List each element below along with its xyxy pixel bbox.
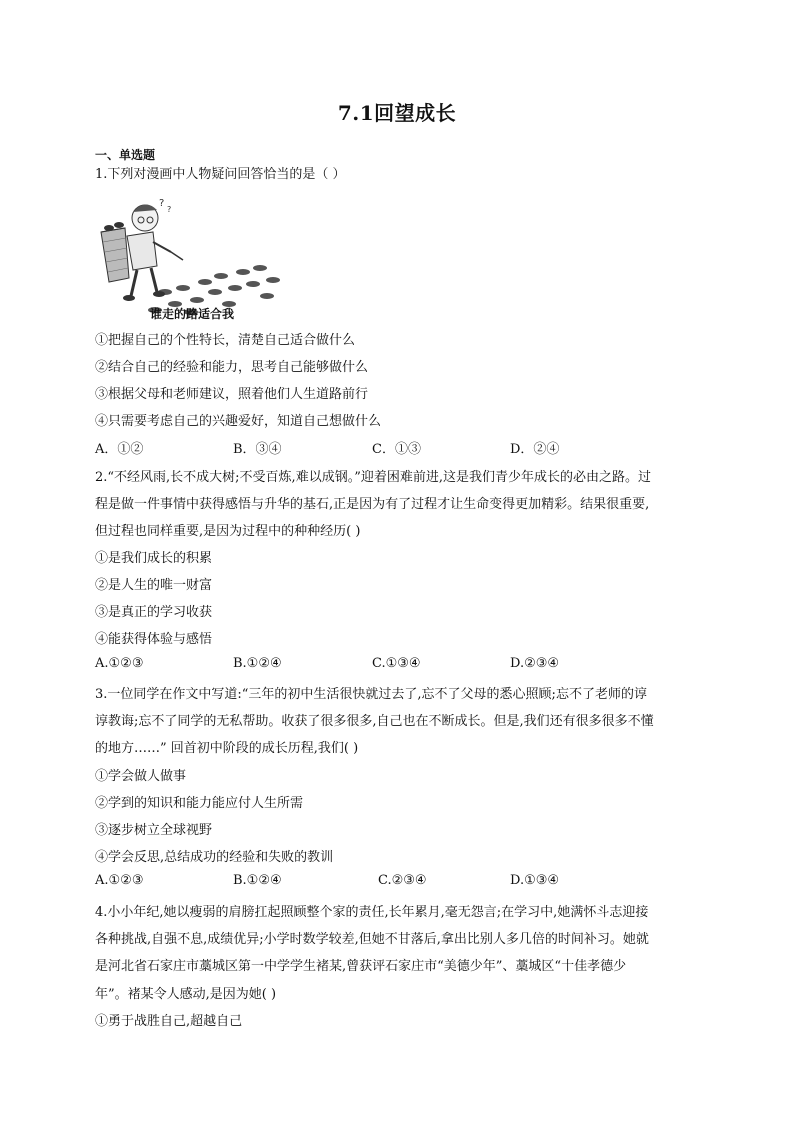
q2-item: ①是我们成长的积累 bbox=[95, 551, 213, 566]
q3-option-b: B.①②④ bbox=[233, 873, 282, 888]
q2-item: ②是人生的唯一财富 bbox=[95, 578, 213, 593]
q2-stem-line: 但过程也同样重要,是因为过程中的种种经历( ) bbox=[95, 524, 361, 539]
q3-option-c: C.②③④ bbox=[378, 873, 427, 888]
q4-item: ①勇于战胜自己,超越自己 bbox=[95, 1014, 243, 1029]
q1-item: ④只需要考虑自己的兴趣爱好，知道自己想做什么 bbox=[95, 414, 382, 429]
q2-stem-line: 2.“不经风雨,长不成大树;不受百炼,难以成钢。”迎着困难前进,这是我们青少年成长的必由之路。过 bbox=[95, 470, 651, 485]
q3-item: ①学会做人做事 bbox=[95, 769, 187, 784]
page-title: 7.1回望成长 bbox=[337, 101, 457, 125]
q2-stem-line: 程是做一件事情中获得感悟与升华的基石,正是因为有了过程才让生命变得更加精彩。结果很重要, bbox=[95, 497, 650, 512]
q1-item: ②结合自己的经验和能力，思考自己能够做什么 bbox=[95, 360, 369, 375]
q3-item: ②学到的知识和能力能应付人生所需 bbox=[95, 796, 304, 811]
cartoon-caption: 谁走的路适合我 bbox=[150, 307, 235, 321]
q3-stem-line: 谆教诲;忘不了同学的无私帮助。收获了很多很多,自己也在不断成长。但是,我们还有很多很多不懂 bbox=[95, 714, 654, 729]
q1-item: ①把握自己的个性特长，清楚自己适合做什么 bbox=[95, 333, 356, 348]
q2-option-a: A.①②③ bbox=[95, 656, 144, 671]
q3-item: ③逐步树立全球视野 bbox=[95, 823, 213, 838]
q2-item: ④能获得体验与感悟 bbox=[95, 632, 213, 647]
q1-option-b: B．③④ bbox=[233, 442, 282, 457]
q4-stem-line: 是河北省石家庄市藁城区第一中学学生褚某,曾获评石家庄市“美德少年”、藁城区“十佳孝德少 bbox=[95, 959, 627, 974]
q1-option-c: C．①③ bbox=[372, 442, 421, 457]
q3-stem-line: 3.一位同学在作文中写道:“三年的初中生活很快就过去了,忘不了父母的悉心照顾;忘不了老师的谆 bbox=[95, 687, 647, 702]
q1-item: ③根据父母和老师建议，照着他们人生道路前行 bbox=[95, 387, 369, 402]
section-heading: 一、单选题 bbox=[95, 148, 156, 162]
q2-option-d: D.②③④ bbox=[510, 656, 560, 671]
q4-stem-line: 年”。褚某令人感动,是因为她( ) bbox=[95, 987, 277, 1002]
q3-option-d: D.①③④ bbox=[510, 873, 560, 888]
svg-text:?: ? bbox=[159, 198, 165, 209]
q2-option-c: C.①③④ bbox=[372, 656, 421, 671]
q1-stem: 1.下列对漫画中人物疑问回答恰当的是（ ） bbox=[95, 167, 346, 182]
q2-option-b: B.①②④ bbox=[233, 656, 282, 671]
svg-text:?: ? bbox=[167, 205, 172, 214]
q4-stem-line: 4.小小年纪,她以瘦弱的肩膀扛起照顾整个家的责任,长年累月,毫无怨言;在学习中,她满怀斗志迎接 bbox=[95, 905, 649, 920]
q3-option-a: A.①②③ bbox=[95, 873, 144, 888]
q2-item: ③是真正的学习收获 bbox=[95, 605, 213, 620]
q1-option-d: D．②④ bbox=[510, 442, 560, 457]
q3-stem-line: 的地方……” 回首初中阶段的成长历程,我们( ) bbox=[95, 741, 359, 756]
q1-option-a: A．①② bbox=[95, 442, 144, 457]
q4-stem-line: 各种挑战,自强不息,成绩优异;小学时数学较差,但她不甘落后,拿出比别人多几倍的时间补习。她就 bbox=[95, 932, 649, 947]
q3-item: ④学会反思,总结成功的经验和失败的教训 bbox=[95, 850, 334, 865]
